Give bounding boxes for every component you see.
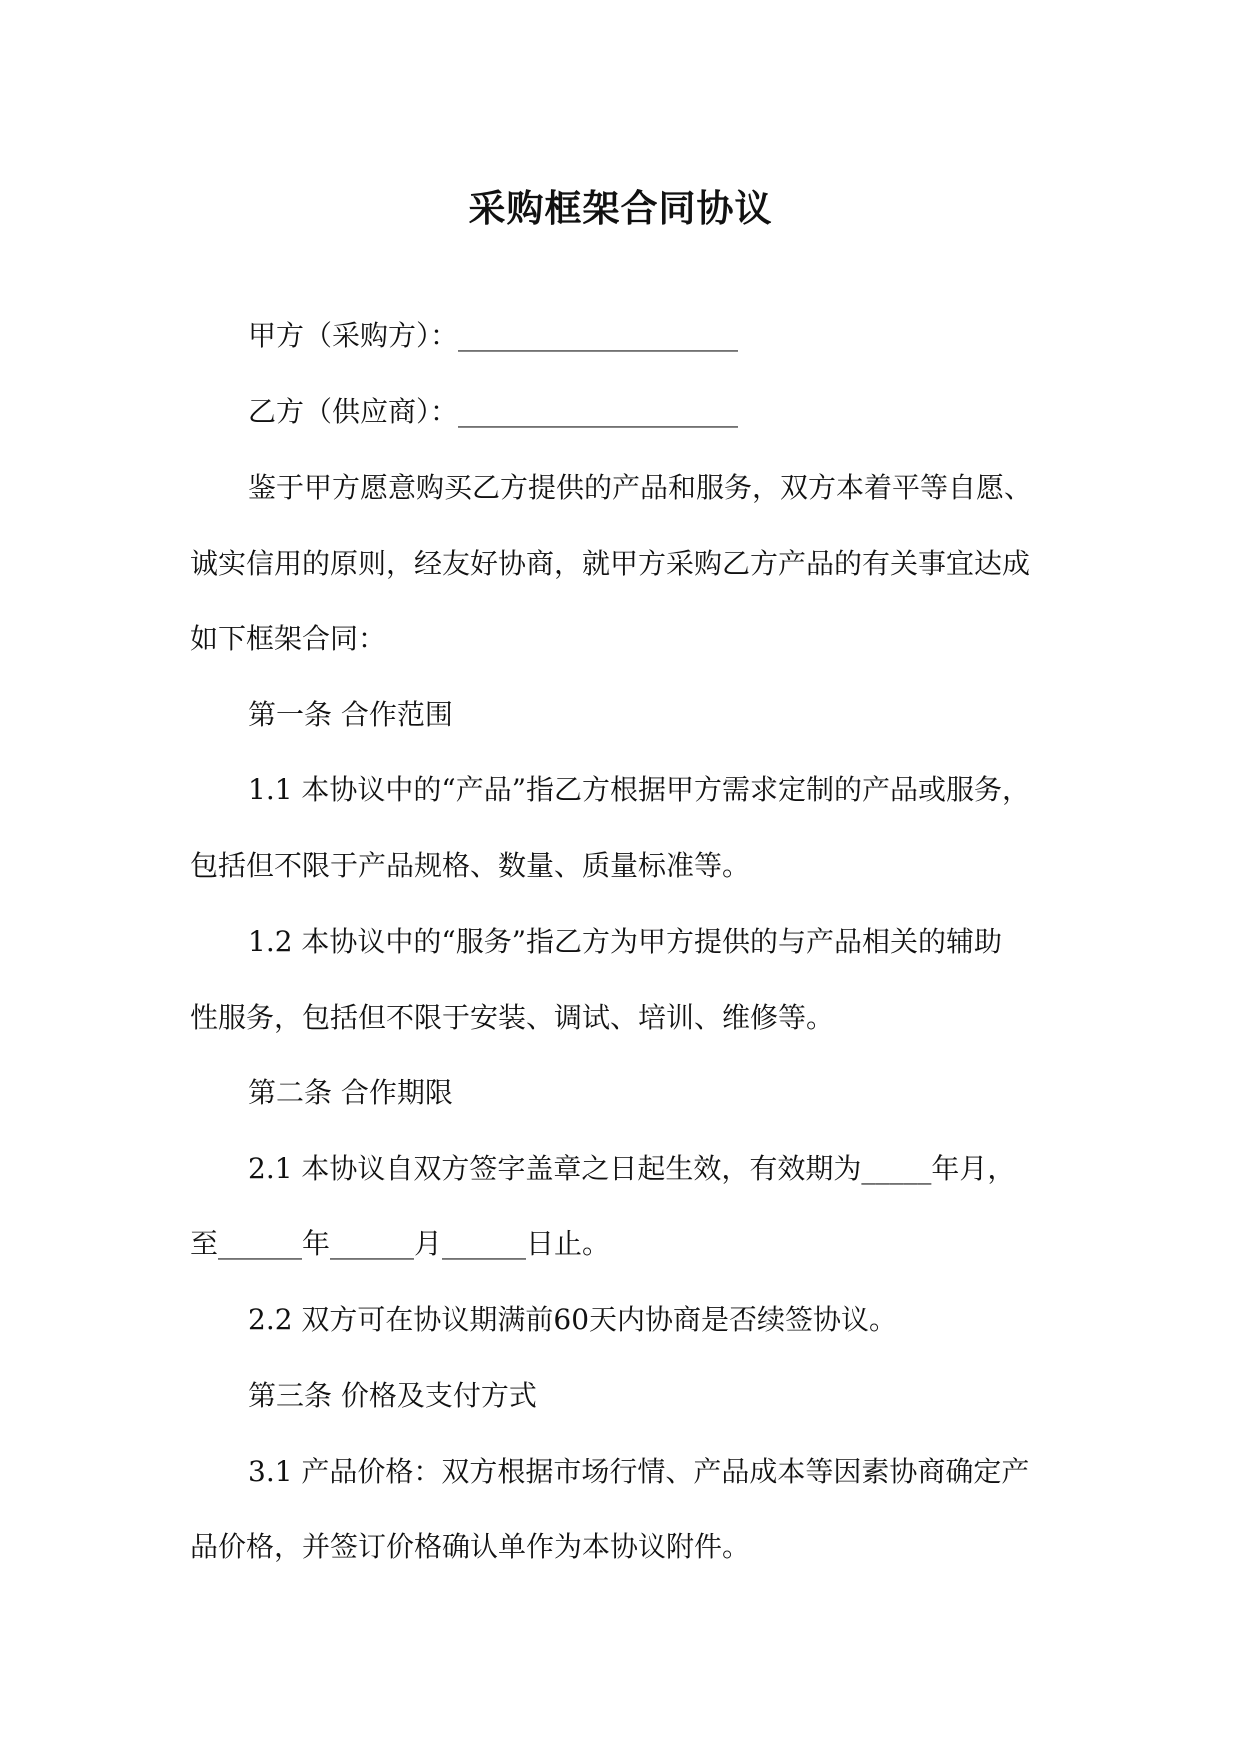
article-3-heading: 第三条 价格及支付方式: [248, 1379, 537, 1412]
article-1-heading: 第一条 合作范围: [248, 698, 453, 731]
clause-1-1-line-2: 包括但不限于产品规格、数量、质量标准等。: [190, 849, 751, 882]
clause-3-1-line-2: 品价格，并签订价格确认单作为本协议附件。: [190, 1530, 751, 1563]
clause-3-1-line-1: 3.1 产品价格：双方根据市场行情、产品成本等因素协商确定产: [248, 1455, 1030, 1488]
clause-2-2-line: 2.2 双方可在协议期满前60天内协商是否续签协议。: [248, 1303, 898, 1336]
party-a-line: 甲方（采购方）：____________________: [248, 319, 739, 352]
article-2-heading: 第二条 合作期限: [248, 1076, 453, 1109]
preamble-line-2: 诚实信用的原则，经友好协商，就甲方采购乙方产品的有关事宜达成: [190, 547, 1031, 580]
clause-1-1-line-1: 1.1 本协议中的“产品”指乙方根据甲方需求定制的产品或服务，: [248, 773, 1031, 806]
party-b-line: 乙方（供应商）：____________________: [248, 395, 739, 428]
clause-1-2-line-1: 1.2 本协议中的“服务”指乙方为甲方提供的与产品相关的辅助: [248, 925, 1003, 958]
clause-2-1-line-1: 2.1 本协议自双方签字盖章之日起生效，有效期为_____年月，: [248, 1152, 1016, 1185]
clause-2-1-line-2: 至______年______月______日止。: [190, 1227, 611, 1260]
clause-1-2-line-2: 性服务，包括但不限于安装、调试、培训、维修等。: [190, 1001, 835, 1034]
document-title: 采购框架合同协议: [468, 186, 773, 230]
preamble-line-3: 如下框架合同：: [190, 622, 387, 655]
preamble-line-1: 鉴于甲方愿意购买乙方提供的产品和服务，双方本着平等自愿、: [248, 471, 1033, 504]
